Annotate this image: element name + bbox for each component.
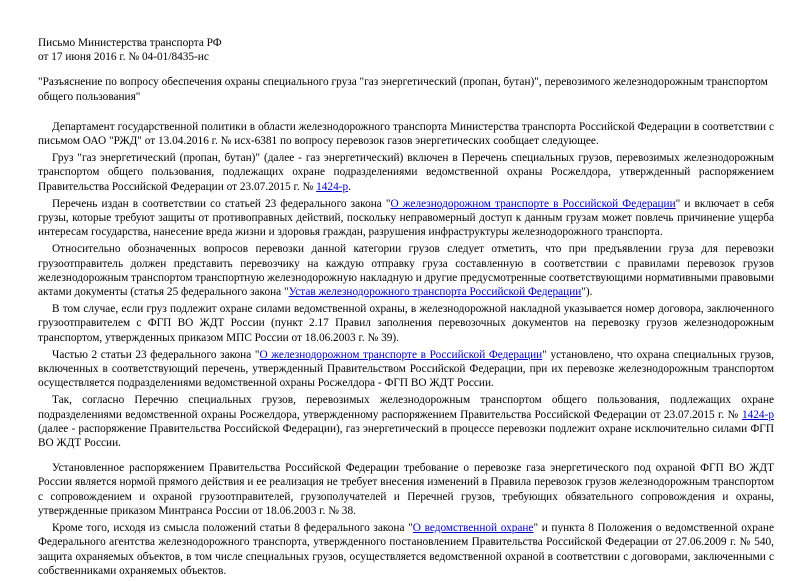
document-date-line: от 17 июня 2016 г. № 04-01/8435-ис xyxy=(38,51,209,64)
link-decree-1424[interactable]: 1424-р xyxy=(741,408,774,421)
paragraph-text: Относительно обозначенных вопросов перевозки данной категории грузов следует отметить, что при предъявлении груза для перевозки грузоотправитель должен представить перевозчику на каждую отправку груза составленную в соответствии с правилами перевозок грузов железнодорожным транспортом транспортную железнодорожную накладную и другие предусмотренные соответствующими нормативными правовыми актами документы (статья 25 федерального закона " xyxy=(38,243,774,299)
link-railway-transport-law[interactable]: О железнодорожном транспорте в Российской Федерации xyxy=(390,197,676,210)
paragraph-text: Так, согласно Перечню специальных грузов, перевозимых железнодорожным транспортом общего пользования, подлежащих охране подразделениями ведомственной охраны Росжелдора, утвержденному распоряжением Правительства Российской Федерации от 23.07.2015 г. № xyxy=(38,394,774,421)
paragraph-text: (далее - распоряжение Правительства Российской Федерации), газ энергетический в процессе перевозки подлежит охране исключительно силами ФГП ВО ЖДТ России. xyxy=(38,422,774,450)
document-body xyxy=(38,36,774,581)
link-departmental-security-law[interactable]: О ведомственной охране xyxy=(412,522,534,535)
paragraph-7 xyxy=(38,393,774,450)
paragraph-2 xyxy=(38,151,774,194)
document-title: Письмо Министерства транспорта РФ xyxy=(38,37,222,49)
paragraph-text: Кроме того, исходя из смысла положений статьи 8 федерального закона " xyxy=(52,522,413,535)
paragraph-text: Частью 2 статьи 23 федерального закона " xyxy=(52,348,260,361)
paragraph-8 xyxy=(38,461,774,518)
paragraph-text: В том случае, если груз подлежит охране силами ведомственной охраны, в железнодорожной накладной указывается номер договора, заключенного грузоотправителем с ФГП ВО ЖДТ России (пункт 2.17 Правил заполнения перевозочных документов на перевозку грузов железнодорожным транспортом, утвержденных приказом МПС России от 18.06.2003 г. № 39). xyxy=(38,303,774,344)
paragraph-6 xyxy=(38,348,774,391)
paragraph-text: Департамент государственной политики в области железнодорожного транспорта Министерства транспорта Российской Федерации в соответствии с письмом ОАО "РЖД" от 13.04.2016 г. № исх-6381 по вопросу перевозок газов энергетических сообщает следующее. xyxy=(38,120,774,148)
paragraph-text: "). xyxy=(581,286,593,299)
paragraph-4 xyxy=(38,242,774,299)
paragraph-5 xyxy=(38,302,774,345)
link-decree-1424[interactable]: 1424-р xyxy=(316,180,349,193)
paragraph-text: Груз "газ энергетический (пропан, бутан)" (далее - газ энергетический) включен в Перечень специальных грузов, перевозимых железнодорожным транспортом общего пользования, подлежащих охране подразделениями ведомственной охраны Росжелдора, утвержденный распоряжением Правительства Российской Федерации от 23.07.2015 г. № xyxy=(38,152,774,193)
paragraph-text: " и включает в себя грузы, которые требуют защиты от противоправных действий, поскольку неправомерный доступ к данным грузам может повлечь причинение ущерба интересам государства, нанесение вреда жизни и здоровья граждан, разрушения инфраструктуры железнодорожного транспорта. xyxy=(38,197,775,239)
paragraph-text: Перечень издан в соответствии со статьей 23 федерального закона " xyxy=(52,197,391,210)
paragraph-text: " установлено, что охрана специальных грузов, включенных в соответствующий перечень, утвержденный Правительством Российской Федерации, при их перевозке железнодорожным транспортом осуществляется подразделениями ведомственной охраны Росжелдора - ФГП ВО ЖДТ России. xyxy=(38,348,774,390)
document-subtitle: "Разъяснение по вопросу обеспечения охраны специального груза "газ энергетический (пропан, бутан)", перевозимого железнодорожным транспортом общего пользования" xyxy=(38,76,768,103)
paragraph-text: " и пункта 8 Положения о ведомственной охране Федерального агентства железнодорожного транспорта, утвержденного постановлением Правительства Российской Федерации от 27.06.2009 г. № 540, защита охраняемых объектов, в том числе специальных грузов, осуществляется ведомственной охраной в соответствии с договорами, заключенными с собственниками охраняемых объектов. xyxy=(38,522,774,577)
paragraph-text: . xyxy=(348,180,351,193)
link-railway-charter[interactable]: Устав железнодорожного транспорта Российской Федерации xyxy=(288,286,582,299)
paragraph-9 xyxy=(38,521,774,578)
paragraph-3 xyxy=(38,197,774,240)
paragraph-1 xyxy=(38,120,774,148)
link-railway-transport-law[interactable]: О железнодорожном транспорте в Российской Федерации xyxy=(259,348,543,361)
paragraph-text: Установленное распоряжением Правительства Российской Федерации требование о перевозке газа энергетического под охраной ФГП ВО ЖДТ России является нормой прямого действия и ее реализация не требует внесения изменений в Правила перевозок грузов железнодорожным транспортом с сопровождением и охраной грузоотправителей, грузополучателей и Перечней грузов, требующих обязательного сопровождения и охраны, утвержденные приказом Минтранса России от 18.06.2003 г. № 38. xyxy=(38,462,774,517)
